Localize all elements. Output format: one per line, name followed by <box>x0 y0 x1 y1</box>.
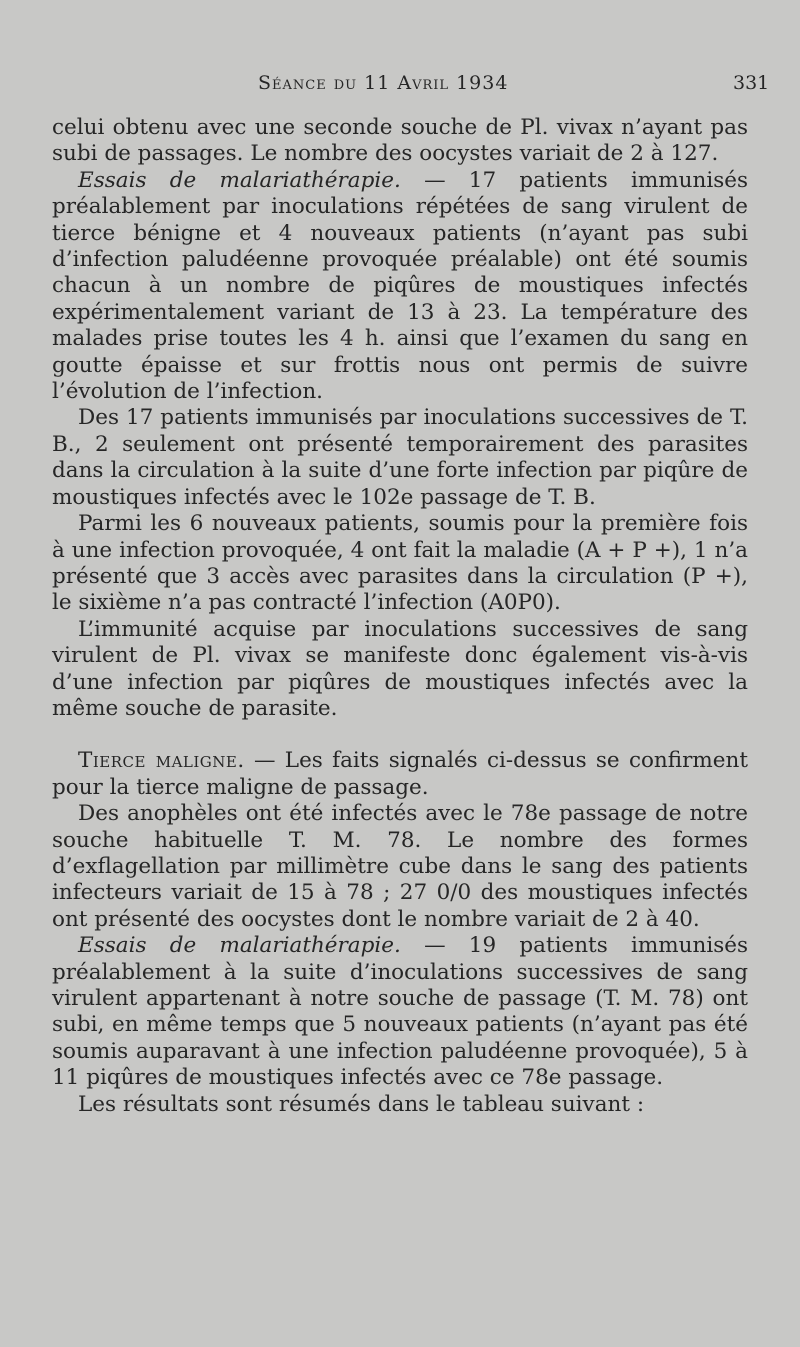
page-header <box>0 72 800 102</box>
paragraph-text: Parmi les 6 nouveaux patients, soumis pour la première fois à une infection provoquée, 4 ont fait la maladie (A + P +), 1 n’a présenté que 3 accès avec parasites dans la circulation (P +), le sixième n’a pas contracté l’infection (A0P0). <box>52 511 748 616</box>
paragraph <box>52 168 748 406</box>
paragraph-text: Les résultats sont résumés dans le tableau suivant : <box>78 1091 645 1117</box>
paragraph <box>52 1092 748 1118</box>
paragraph-text: — Les faits signalés ci-dessus se confirment pour la tierce maligne de passage. <box>52 748 748 800</box>
page-number: 331 <box>733 72 770 94</box>
paragraph-text: Des anophèles ont été infectés avec le 78e passage de notre souche habituelle T. M. 78. Le nombre des formes d’exflagellation par millimètre cube dans le sang des patients infecteurs variait de 15 à 78 ; 27 0/0 des moustiques infectés ont présenté des oocystes dont le nombre variait de 2 à 40. <box>52 801 748 932</box>
body-text <box>52 115 748 1118</box>
paragraph-text: — 17 patients immunisés préalablement par inoculations répétées de sang virulent de tierce bénigne et 4 nouveaux patients (n’ayant pas subi d’infection paludéenne provoquée préalable) ont été soumis chacun à un nombre de piqûres de moustiques infectés expérimentalement variant de 13 à 23. La température des malades prise toutes les 4 h. ainsi que l’examen du sang en goutte épaisse et sur frottis nous ont permis de suivre l’évolution de l’infection. <box>52 167 748 405</box>
paragraph <box>52 115 748 168</box>
paragraph-text: celui obtenu avec une seconde souche de Pl. vivax n’ayant pas subi de passages. Le nombre des oocystes variait de 2 à 127. <box>52 115 748 167</box>
running-title: Séance du 11 Avril 1934 <box>258 72 509 94</box>
paragraph-text: Des 17 patients immunisés par inoculations successives de T. B., 2 seulement ont présenté temporairement des parasites dans la circulation à la suite d’une forte infection par piqûre de moustiques infectés avec le 102e passage de T. B. <box>52 405 748 510</box>
paragraph-lead: Tierce maligne. <box>78 748 245 774</box>
paragraph <box>52 748 748 801</box>
paragraph <box>52 405 748 511</box>
paragraph-lead: Essais de malariathérapie. <box>78 933 401 959</box>
paragraph <box>52 801 748 933</box>
paragraph <box>52 933 748 1091</box>
paragraph <box>52 511 748 617</box>
paragraph-text: L’immunité acquise par inoculations successives de sang virulent de Pl. vivax se manifeste donc également vis-à-vis d’une infection par piqûres de moustiques infectés avec la même souche de parasite. <box>52 616 748 721</box>
paragraph-text: — 19 patients immunisés préalablement à la suite d’inoculations successives de sang virulent appartenant à notre souche de passage (T. M. 78) ont subi, en même temps que 5 nouveaux patients (n’ayant pas été soumis auparavant à une infection paludéenne provoquée), 5 à 11 piqûres de moustiques infectés avec ce 78e passage. <box>52 933 748 1091</box>
paragraph <box>52 617 748 723</box>
paragraph-lead: Essais de malariathérapie. <box>78 167 401 193</box>
